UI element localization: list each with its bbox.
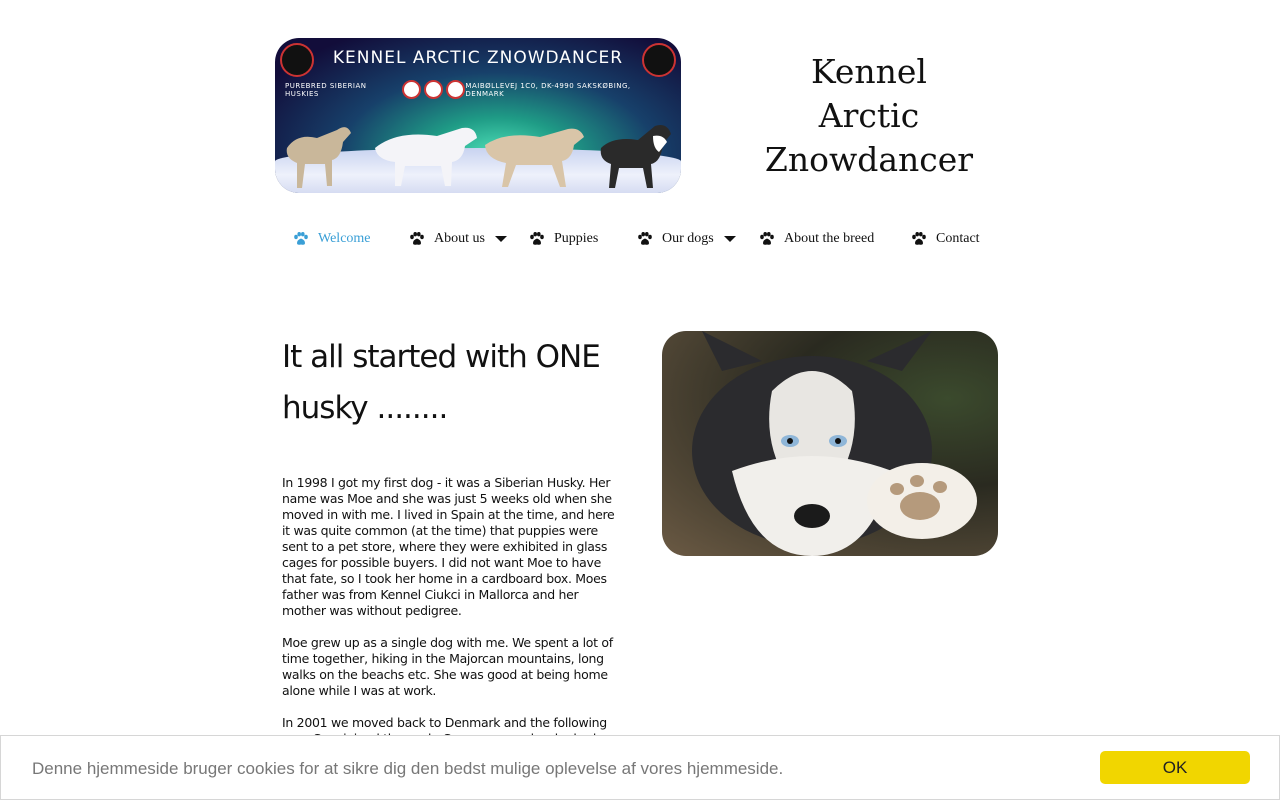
husky-photo	[662, 331, 998, 556]
husky-silhouette-2	[367, 120, 482, 192]
page-headline: It all started with ONE husky ........	[282, 339, 600, 426]
nav-item-puppies[interactable]	[529, 224, 598, 254]
paw-icon	[637, 232, 653, 246]
cookie-consent-bar	[0, 735, 1280, 800]
banner-subtitle-right: MAIBØLLEVEJ 1C0, DK-4990 SAKSKØBING, DENMARK	[465, 81, 631, 98]
main-navigation	[275, 224, 1005, 256]
husky-silhouette-1	[277, 108, 357, 193]
paw-icon	[409, 232, 425, 246]
husky-silhouette-4	[593, 118, 678, 193]
banner-club-logos	[402, 80, 465, 99]
paw-icon	[529, 232, 545, 246]
nav-label: Welcome	[318, 231, 371, 246]
nav-label: Contact	[936, 231, 980, 246]
nav-label: About the breed	[784, 231, 875, 246]
caret-down-icon[interactable]	[495, 236, 507, 242]
cookie-message: Denne hjemmeside bruger cookies for at sikre dig den bedst mulige oplevelse af vores hjemmeside.	[32, 759, 784, 778]
story-paragraph: In 1998 I got my first dog - it was a Siberian Husky. Her name was Moe and she was just 5 weeks old when she moved in with me. I lived in Spain at the time, and here it was quite common (at the time) that puppies were sent to a pet store, where they were exhibited in glass cages for possible buyers. I did not want Moe to have that fate, so I took her home in a cardboard box. Moes father was from Kennel Ciukci in Mallorca and her mother was without pedigree.	[282, 475, 615, 618]
caret-down-icon[interactable]	[724, 236, 736, 242]
paw-icon	[911, 232, 927, 246]
nav-label: About us	[434, 231, 485, 246]
site-title-line: Arctic	[818, 96, 920, 135]
story-text	[282, 475, 622, 763]
husky-face-illustration	[662, 331, 998, 556]
nav-item-about-us[interactable]	[409, 224, 507, 254]
paw-icon	[293, 232, 309, 246]
nav-item-welcome[interactable]	[293, 224, 371, 254]
kennel-banner-image[interactable]	[275, 38, 681, 193]
site-title	[758, 50, 980, 182]
nav-item-about-the-breed[interactable]	[759, 224, 874, 254]
nav-label: Our dogs	[662, 231, 714, 246]
banner-subtitle	[285, 80, 671, 99]
site-title-line: Znowdancer	[764, 140, 974, 179]
nav-item-contact[interactable]	[911, 224, 980, 254]
nav-item-our-dogs[interactable]	[637, 224, 736, 254]
story-paragraph: Moe grew up as a single dog with me. We spent a lot of time together, hiking in the Majorcan mountains, long walks on the beachs etc. She was good at being home alone while I was at work.	[282, 635, 613, 698]
paw-icon	[759, 232, 775, 246]
site-title-line: Kennel	[811, 52, 927, 91]
banner-subtitle-left: PUREBRED SIBERIAN HUSKIES	[285, 81, 367, 98]
nav-label: Puppies	[554, 231, 599, 246]
cookie-ok-button[interactable]: OK	[1100, 751, 1250, 784]
banner-title: KENNEL ARCTIC ZNOWDANCER	[332, 48, 624, 68]
story-paragraph: In 2001 we moved back to Denmark and the following	[282, 715, 607, 730]
husky-silhouette-3	[480, 123, 590, 193]
